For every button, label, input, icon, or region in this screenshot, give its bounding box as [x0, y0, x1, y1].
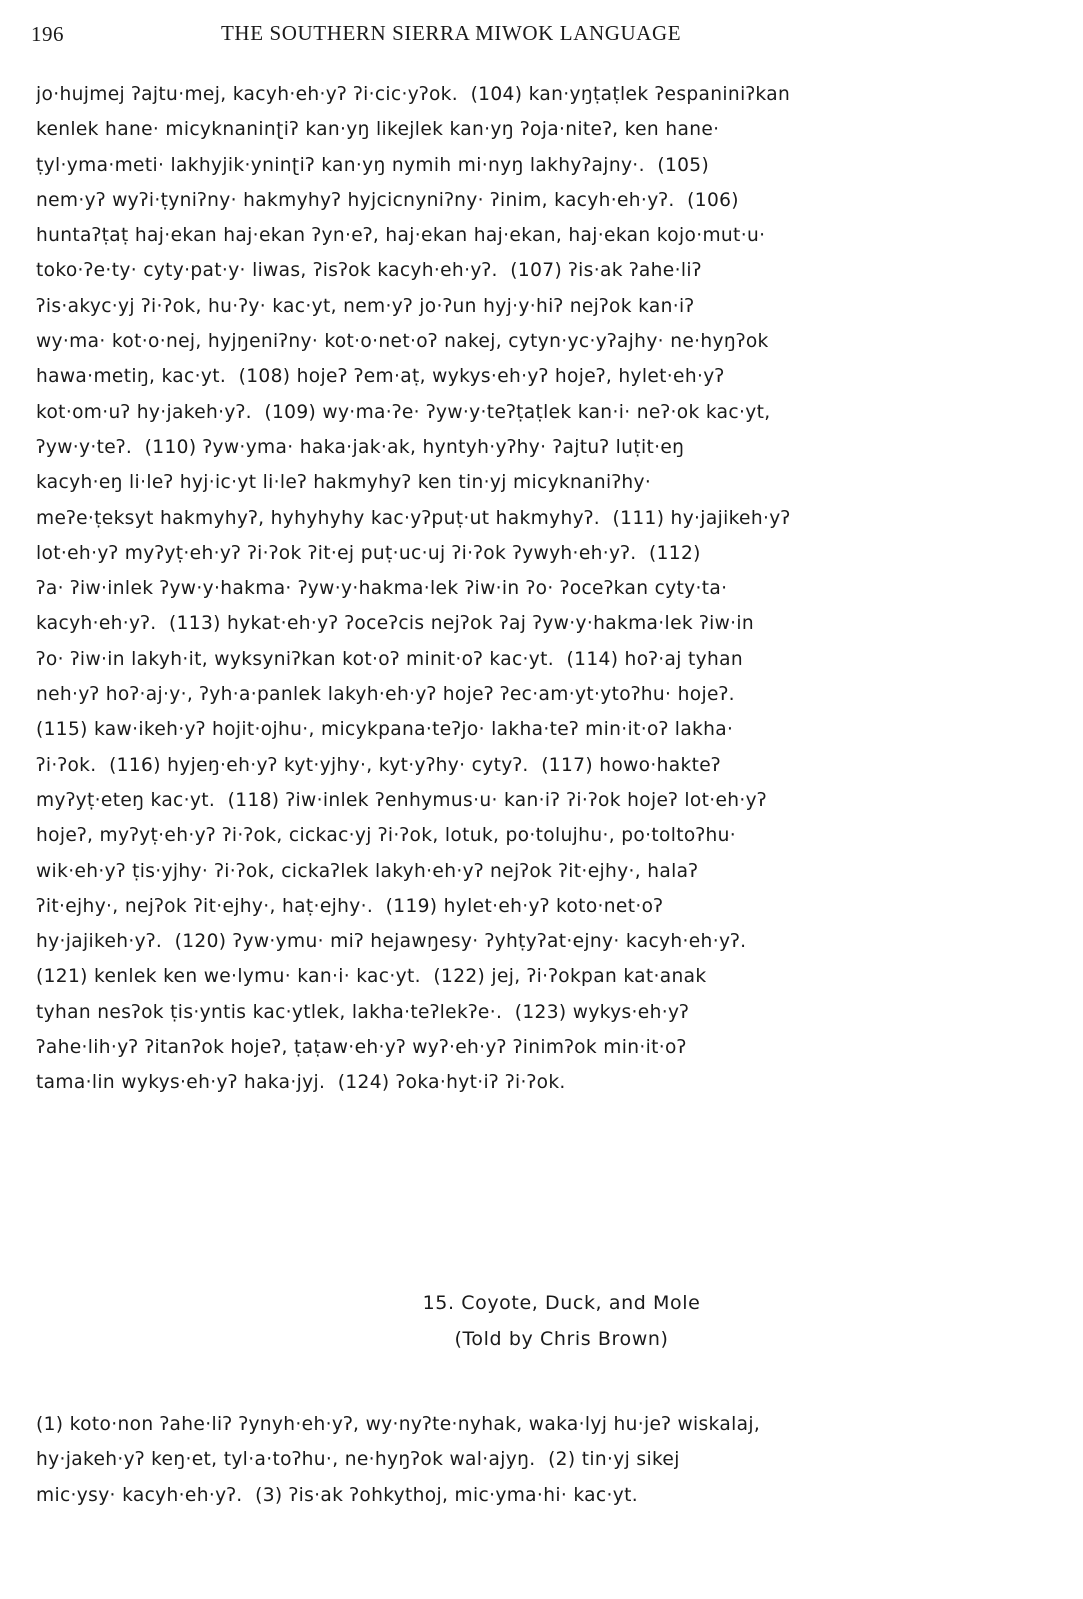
- text-line: wik·eh·yʔ ṭis·yjhy· ʔi·ʔok, cickaʔlek lakyh·eh·yʔ nejʔok ʔit·ejhy·, halaʔ: [36, 860, 699, 882]
- text-line: jo·hujmej ʔajtu·mej, kacyh·eh·yʔ ʔi·cic·yʔok. (104) kan·yŋṭaṭlek ʔespaniniʔkan: [36, 84, 791, 105]
- text-line: (1) koto·non ʔahe·liʔ ʔynyh·eh·yʔ, wy·nyʔte·nyhak, waka·lyj hu·jeʔ wiskalaj,: [36, 1414, 761, 1435]
- text-line: ʔahe·lih·yʔ ʔitanʔok hojeʔ, ṭaṭaw·eh·yʔ wyʔ·eh·yʔ ʔinimʔok min·it·oʔ: [36, 1037, 687, 1059]
- text-line: kacyh·eh·yʔ. (113) hykat·eh·yʔ ʔoceʔcis nejʔok ʔaj ʔyw·y·hakma·lek ʔiw·in: [36, 613, 755, 635]
- story-title: 15. Coyote, Duck, and Mole: [422, 1292, 701, 1314]
- text-line: (115) kaw·ikeh·yʔ hojit·ojhu·, micykpana·teʔjo· lakha·teʔ min·it·oʔ lakha·: [36, 719, 734, 741]
- text-line: huntaʔṭaṭ haj·ekan haj·ekan ʔyn·eʔ, haj·ekan haj·ekan, haj·ekan kojo·mut·u·: [36, 225, 766, 247]
- text-line: ʔi·ʔok. (116) hyjeŋ·eh·yʔ kyt·yjhy·, kyt·yʔhy· cytyʔ. (117) howo·hakteʔ: [36, 754, 721, 776]
- text-line: ʔis·akyc·yj ʔi·ʔok, hu·ʔy· kac·yt, nem·yʔ jo·ʔun hyj·y·hiʔ nejʔok kan·iʔ: [36, 295, 695, 317]
- text-line: meʔe·ṭeksyt hakmyhyʔ, hyhyhyhy kac·yʔpuṭ·ut hakmyhyʔ. (111) hy·jajikeh·yʔ: [36, 507, 791, 529]
- text-line: (121) kenlek ken we·lymu· kan·i· kac·yt. (122) jej, ʔi·ʔokpan kat·anak: [36, 966, 707, 988]
- text-line: myʔyṭ·eteŋ kac·yt. (118) ʔiw·inlek ʔenhymus·u· kan·iʔ ʔi·ʔok hojeʔ lot·eh·yʔ: [36, 789, 767, 811]
- text-line: ʔit·ejhy·, nejʔok ʔit·ejhy·, haṭ·ejhy·. (119) hylet·eh·yʔ koto·net·oʔ: [36, 895, 664, 917]
- text-line: wy·ma· kot·o·nej, hyjŋeniʔny· kot·o·net·oʔ nakej, cytyn·yc·yʔajhy· ne·hyŋʔok: [36, 331, 769, 353]
- text-line: ʔa· ʔiw·inlek ʔyw·y·hakma· ʔyw·y·hakma·lek ʔiw·in ʔo· ʔoceʔkan cyty·ta·: [36, 578, 728, 600]
- text-line: ʔyw·y·teʔ. (110) ʔyw·yma· haka·jak·ak, hyntyh·yʔhy· ʔajtuʔ luṭit·eŋ: [36, 436, 685, 458]
- running-header: [31, 22, 811, 52]
- story-teller: (Told by Chris Brown): [454, 1328, 669, 1350]
- text-line: hy·jakeh·yʔ keŋ·et, tyl·a·toʔhu·, ne·hyŋʔok wal·ajyŋ. (2) tin·yj sikej: [36, 1449, 680, 1471]
- text-line: ʔo· ʔiw·in lakyh·it, wyksyniʔkan kot·oʔ minit·oʔ kac·yt. (114) hoʔ·aj tyhan: [36, 648, 744, 670]
- text-line: mic·ysy· kacyh·eh·yʔ. (3) ʔis·ak ʔohkythoj, mic·yma·hi· kac·yt.: [36, 1484, 638, 1506]
- text-passage-2: [36, 1407, 1046, 1513]
- text-line: tama·lin wykys·eh·yʔ haka·jyj. (124) ʔoka·hyt·iʔ ʔi·ʔok.: [36, 1072, 566, 1094]
- page-number: 196: [31, 22, 64, 46]
- text-passage-1: [36, 77, 1046, 1101]
- text-line: tyhan nesʔok ṭis·yntis kac·ytlek, lakha·teʔlekʔe·. (123) wykys·eh·yʔ: [36, 1001, 690, 1023]
- text-line: kacyh·eŋ li·leʔ hyj·ic·yt li·leʔ hakmyhyʔ ken tin·yj micyknaniʔhy·: [36, 472, 652, 494]
- text-line: hy·jajikeh·yʔ. (120) ʔyw·ymu· miʔ hejawŋesy· ʔyhṭyʔat·ejny· kacyh·eh·yʔ.: [36, 931, 747, 953]
- running-title: THE SOUTHERN SIERRA MIWOK LANGUAGE: [221, 21, 682, 45]
- text-line: toko·ʔe·ty· cyty·pat·y· liwas, ʔisʔok kacyh·eh·yʔ. (107) ʔis·ak ʔahe·liʔ: [36, 260, 702, 282]
- text-line: kenlek hane· micyknaninʈiʔ kan·yŋ likejlek kan·yŋ ʔoja·niteʔ, ken hane·: [36, 119, 720, 141]
- text-line: nem·yʔ wyʔi·ṭyniʔny· hakmyhyʔ hyjcicnyniʔny· ʔinim, kacyh·eh·yʔ. (106): [36, 189, 739, 211]
- text-line: neh·yʔ hoʔ·aj·y·, ʔyh·a·panlek lakyh·eh·yʔ hojeʔ ʔec·am·yt·ytoʔhu· hojeʔ.: [36, 684, 735, 706]
- text-line: lot·eh·yʔ myʔyṭ·eh·yʔ ʔi·ʔok ʔit·ej puṭ·uc·uj ʔi·ʔok ʔywyh·eh·yʔ. (112): [36, 542, 701, 564]
- text-line: hojeʔ, myʔyṭ·eh·yʔ ʔi·ʔok, cickac·yj ʔi·ʔok, lotuk, po·tolujhu·, po·toltoʔhu·: [36, 825, 736, 847]
- text-line: ṭyl·yma·meti· lakhyjik·yninʈiʔ kan·yŋ nymih mi·nyŋ lakhyʔajny·. (105): [36, 154, 710, 176]
- text-line: kot·om·uʔ hy·jakeh·yʔ. (109) wy·ma·ʔe· ʔyw·y·teʔṭaṭlek kan·i· neʔ·ok kac·yt,: [36, 401, 771, 423]
- text-line: hawa·metiŋ, kac·yt. (108) hojeʔ ʔem·aṭ, wykys·eh·yʔ hojeʔ, hylet·eh·yʔ: [36, 366, 725, 388]
